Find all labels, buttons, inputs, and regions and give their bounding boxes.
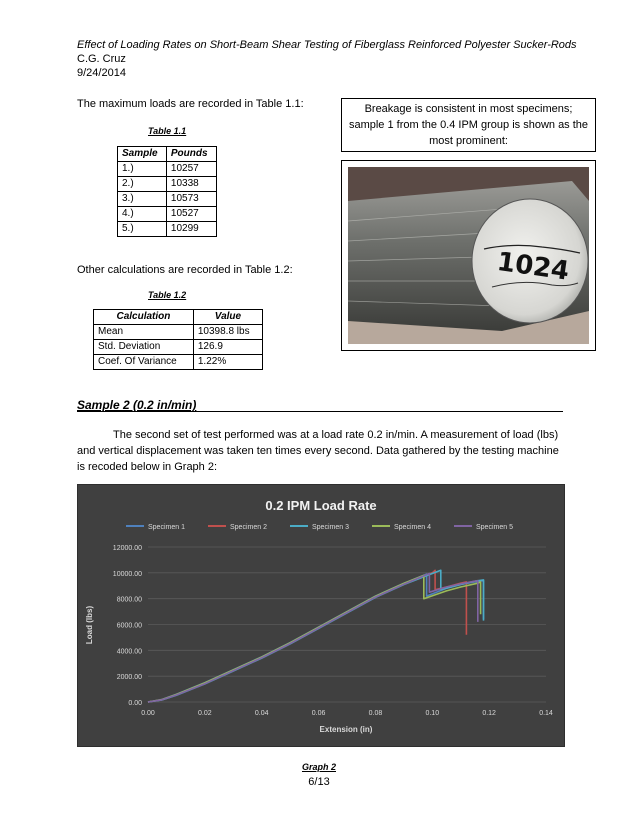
date: 9/24/2014 xyxy=(77,67,126,79)
x-tick-label: 0.04 xyxy=(254,710,269,717)
legend-label: Specimen 5 xyxy=(476,524,513,531)
table-cell: 10299 xyxy=(166,222,216,237)
table-row xyxy=(94,355,263,370)
photo-handwriting: 1024 xyxy=(495,246,572,287)
legend-item xyxy=(126,524,185,531)
chart-title: 0.2 IPM Load Rate xyxy=(265,498,377,513)
photo-frame xyxy=(341,160,596,351)
intro-text-2: Other calculations are recorded in Table 1.2: xyxy=(77,264,293,276)
series-line-specimen-2 xyxy=(148,570,466,702)
intro-text-1: The maximum loads are recorded in Table 1.1: xyxy=(77,98,304,110)
author: C.G. Cruz xyxy=(77,53,126,65)
legend-label: Specimen 2 xyxy=(230,524,267,531)
x-axis-label: Extension (in) xyxy=(319,725,373,734)
x-axis-ticks xyxy=(141,710,553,717)
legend-item xyxy=(208,524,267,531)
table-cell: 4.) xyxy=(118,207,167,222)
table-cell: 10398.8 lbs xyxy=(193,325,262,340)
y-tick-label: 12000.00 xyxy=(112,545,142,552)
x-tick-label: 0.00 xyxy=(141,710,155,717)
table-cell: 5.) xyxy=(118,222,167,237)
y-axis-ticks xyxy=(113,545,142,707)
legend-label: Specimen 1 xyxy=(148,524,185,531)
table-cell: 10527 xyxy=(166,207,216,222)
table-cell: 1.) xyxy=(118,162,167,177)
table-1-caption: Table 1.1 xyxy=(148,126,187,136)
callout-box xyxy=(341,98,596,152)
document-title: Effect of Loading Rates on Short-Beam Shear Testing of Fiberglass Reinforced Polyester Sucker-Rods xyxy=(77,39,577,51)
section-paragraph: The second set of test performed was at a load rate 0.2 in/min. A measurement of load (lbs) and vertical displacement was taken ten times every second. Data gathered by the testing machine is recoded below in Graph 2: xyxy=(77,429,559,473)
y-tick-label: 10000.00 xyxy=(112,570,142,578)
x-tick-label: 0.12 xyxy=(482,710,496,717)
table-cell: 3.) xyxy=(118,192,167,207)
chart-series-lines xyxy=(148,570,484,702)
callout-text: Breakage is consistent in most specimens; sample 1 from the 0.4 IPM group is shown as the most prominent: xyxy=(348,103,589,147)
table-cell: 10257 xyxy=(166,162,216,177)
table-cell: 1.22% xyxy=(193,355,262,370)
table-1-header-sample: Sample xyxy=(118,147,167,162)
table-row xyxy=(118,162,217,177)
table-cell: 10573 xyxy=(166,192,216,207)
chart-container xyxy=(77,484,565,747)
legend-label: Specimen 4 xyxy=(394,524,431,531)
legend-item xyxy=(454,524,513,531)
legend-item xyxy=(290,524,349,531)
y-tick-label: 8000.00 xyxy=(116,596,142,604)
table-cell: 2.) xyxy=(118,177,167,192)
page-number: 6/13 xyxy=(308,776,330,788)
y-axis-label: Load (lbs) xyxy=(85,605,94,645)
section-rule xyxy=(77,411,563,412)
x-tick-label: 0.08 xyxy=(368,710,383,717)
table-cell: 10338 xyxy=(166,177,216,192)
chart-legend xyxy=(126,524,513,531)
table-1 xyxy=(117,146,217,237)
x-tick-label: 0.14 xyxy=(539,710,553,717)
y-tick-label: 2000.00 xyxy=(116,674,142,682)
table-row xyxy=(118,222,217,237)
table-cell: Mean xyxy=(94,325,194,340)
table-row xyxy=(118,177,217,192)
x-tick-label: 0.02 xyxy=(198,710,212,717)
y-tick-label: 0.00 xyxy=(128,700,142,707)
table-row xyxy=(94,325,263,340)
graph-caption: Graph 2 xyxy=(301,762,336,772)
table-2-caption: Table 1.2 xyxy=(148,290,187,300)
table-row xyxy=(94,340,263,355)
legend-item xyxy=(372,524,431,531)
series-line-specimen-3 xyxy=(148,570,484,702)
table-cell: Std. Deviation xyxy=(94,340,194,355)
table-row xyxy=(118,207,217,222)
table-2 xyxy=(93,309,263,370)
legend-label: Specimen 3 xyxy=(312,524,349,531)
section-title: Sample 2 (0.2 in/min) xyxy=(77,398,197,412)
rod-cross-section-photo xyxy=(342,161,595,350)
table-2-header-value: Value xyxy=(193,310,262,325)
series-line-specimen-1 xyxy=(148,574,484,702)
table-2-header-calculation: Calculation xyxy=(94,310,194,325)
table-1-header-pounds: Pounds xyxy=(166,147,216,162)
y-tick-label: 6000.00 xyxy=(116,622,142,630)
x-tick-label: 0.10 xyxy=(425,710,440,717)
series-line-specimen-5 xyxy=(148,574,478,703)
x-tick-label: 0.06 xyxy=(311,710,326,717)
table-cell: 126.9 xyxy=(193,340,262,355)
load-rate-chart xyxy=(78,485,564,746)
table-cell: Coef. Of Variance xyxy=(94,355,194,370)
table-row xyxy=(118,192,217,207)
chart-grid xyxy=(148,547,546,702)
y-tick-label: 4000.00 xyxy=(116,648,142,656)
